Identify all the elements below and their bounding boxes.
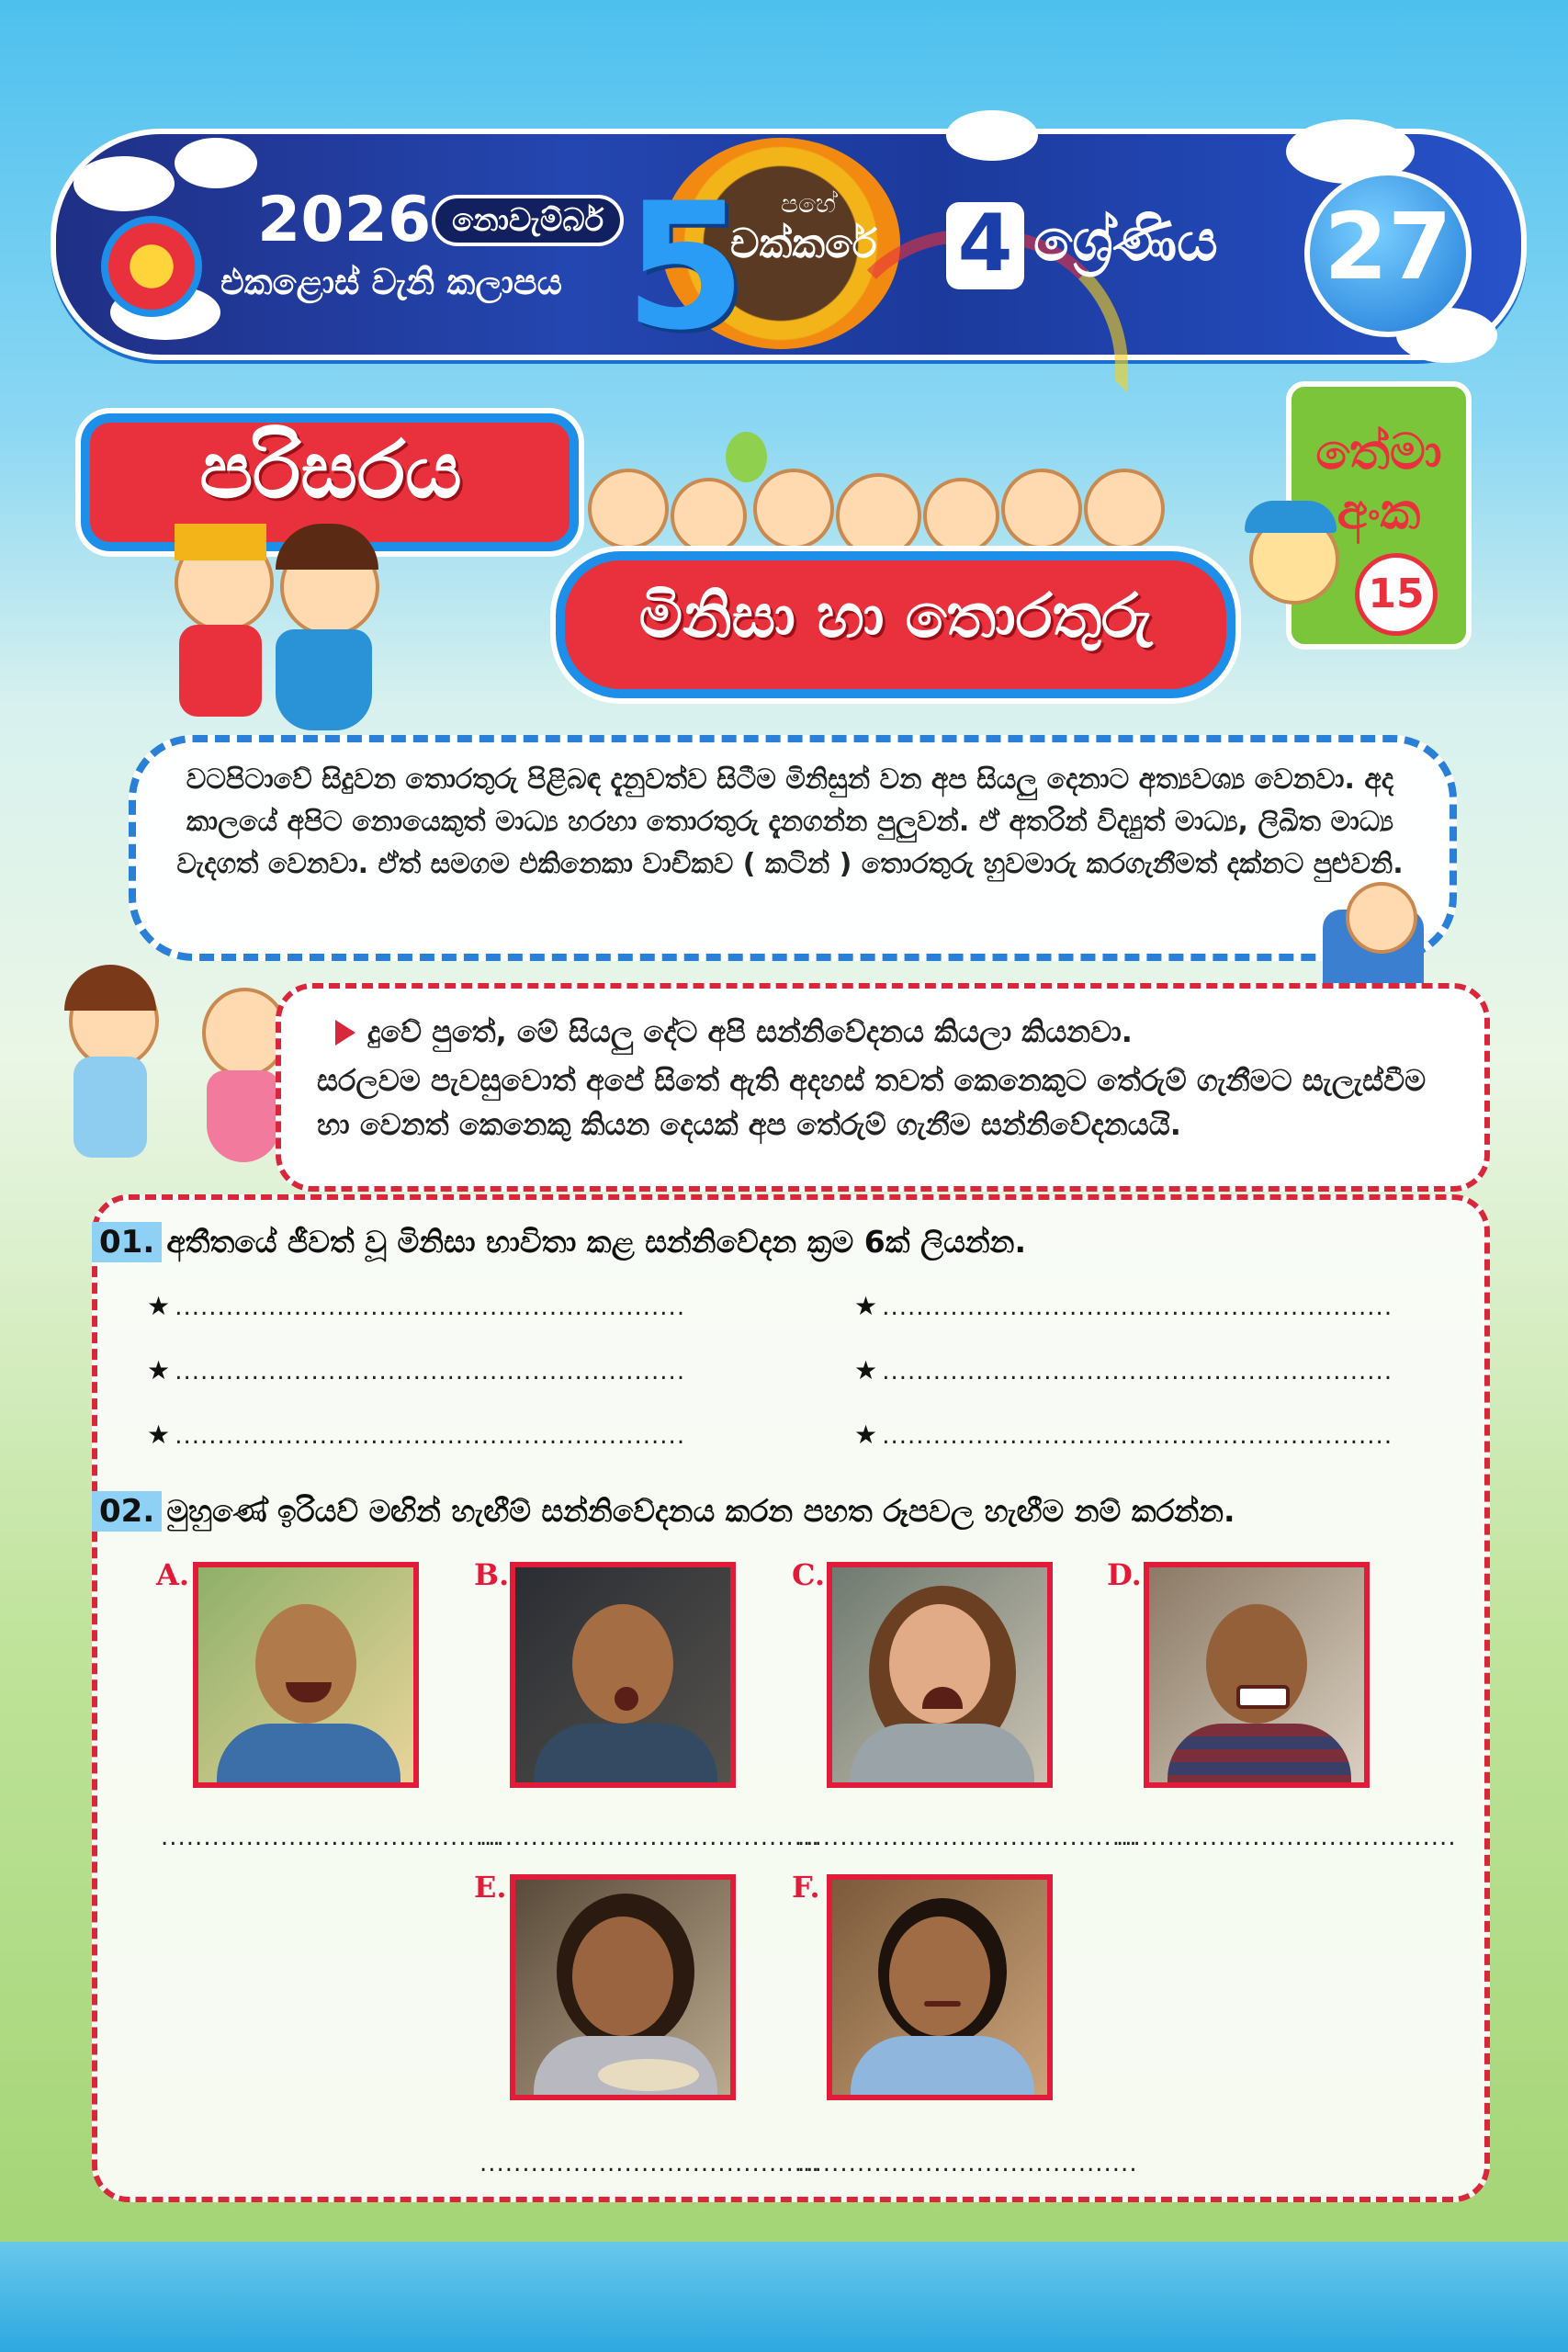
face [889,1917,990,2036]
star-icon: ★ [854,1291,878,1321]
photo-label: E. [474,1870,507,1905]
intro-paragraph: වටපිටාවේ සිදුවන තොරතුරු පිළිබඳ දැනුවත්ව සිටීම මිනිසුන් වන අප සියලු දෙනාට අත්‍යවශ්‍ය වෙනවා. අද කාලයේ අපිට නොයෙකුත් මාධ්‍ය හරහා තොරතුරු දැනගන්න පුලුවන්. ඒ අතරින් විද්‍යුත් මාධ්‍ය, ලිඛිත මාධ්‍ය වැදගත් වෙනවා. ඒත් සමගම එකිනෙකා වාචිකව ( කටින් ) තොරතුරු හුවමාරු කරගැනීමත් දක්නට පුළුවනි. [176,763,1404,880]
answer-blank[interactable]: ............................................................ [175,1294,686,1321]
photo-crying-child [827,1562,1053,1788]
question-number: 01. [92,1222,162,1262]
photo-label: A. [156,1557,189,1592]
shirt [851,2036,1034,2100]
subject-title: පරිසරය [199,424,462,516]
photo-neutral-child [827,1874,1053,2100]
girl-hair [64,965,156,1011]
answer-line[interactable] [854,1419,1393,1450]
question-number: 02. [92,1491,162,1532]
face [572,1917,673,2036]
star-icon: ★ [147,1291,171,1321]
balloon-icon [726,432,767,482]
triangle-bullet-icon [335,1020,355,1046]
boy-hair [175,524,266,560]
photo-disgusted-child [510,1874,736,2100]
callout-heading: දුවේ පුතේ, මේ සියලු දේට අපි සන්නිවේදනය කියලා කියනවා. [367,1014,1133,1049]
child-face [1001,469,1082,549]
shirt [217,1724,400,1788]
photo-label: B. [474,1557,510,1592]
child-face [923,478,999,554]
photo-scared-child [510,1562,736,1788]
photo-label: F. [792,1870,820,1905]
answer-blank[interactable]: ........................................ [479,1824,820,1851]
topic-title: මිනිසා හා තොරතුරු [638,581,1153,651]
rocket-icon [101,216,202,317]
photo-angry-child [1144,1562,1370,1788]
answer-blank[interactable]: ............................................................ [882,1422,1393,1450]
cloud-decoration [946,110,1038,161]
question-text: අතීතයේ ජීවත් වූ මිනිසා භාවිතා කළ සන්නිවේදන ක්‍රම 6ක් ලියන්න. [166,1224,1027,1260]
answer-line[interactable] [147,1291,685,1321]
callout-body: සරලවම පැවසුවොත් අපේ සිතේ ඇති අදහස් තවත් කෙනෙකුට තේරුම් ගැනීමට සැලැස්වීම හා වෙනත් කෙනෙකු කියන දෙයක් අප තේරුම් ගැනීම සන්නිවේදනයයි. [317,1063,1427,1142]
issue-year: 2026 [257,184,432,256]
children-group-illustration [570,441,1213,551]
child-face [588,469,669,549]
mouth [924,2001,961,2007]
mouth [615,1687,638,1711]
girl-dress [73,1057,147,1158]
issue-month: නොවැම්බර් [432,195,624,246]
answer-line[interactable] [147,1355,685,1385]
theme-number-label: අංක [1337,482,1421,540]
answer-line[interactable] [147,1419,685,1450]
answer-blank[interactable]: ............................................................ [882,1358,1393,1385]
boy-shirt [179,625,262,717]
photo-happy-child [193,1562,419,1788]
answer-blank[interactable]: ............................................................ [175,1358,686,1385]
star-icon: ★ [147,1355,171,1385]
striped-shirt [1168,1724,1351,1788]
zone-label: එකළොස් වැනි කලාපය [220,262,562,302]
food-plate [598,2059,699,2091]
theme-label: තේමා [1315,423,1442,481]
girl-dress [207,1070,280,1162]
child-face [1346,882,1417,954]
photo-label: C. [792,1557,826,1592]
footer-wave [0,2242,1568,2352]
girl-dress [276,629,372,730]
answer-blank[interactable]: ........................................ [797,1824,1138,1851]
question-2 [92,1493,1235,1530]
answer-blank[interactable]: ........................................ [161,1824,502,1851]
question-1 [92,1224,1026,1261]
cap-icon [1245,501,1337,533]
answer-blank[interactable]: ............................................................ [175,1422,686,1450]
face [255,1604,356,1724]
logo-text: චක්කරේ [730,220,877,267]
question-text: මුහුණේ ඉරියව් මඟින් හැඟීම් සන්නිවේදනය කරන පහත රූපවල හැඟීම නම් කරන්න. [166,1493,1235,1529]
answer-line[interactable] [854,1355,1393,1385]
shirt [851,1724,1034,1788]
shirt [534,1724,717,1788]
grade-number: 4 [957,198,1013,289]
logo-small-text: පහේ [781,188,837,219]
answer-blank[interactable]: ........................................ [479,2150,820,2177]
answer-blank[interactable]: ........................................ [1116,1824,1457,1851]
teeth [1236,1685,1290,1709]
logo-number: 5 [625,165,747,368]
issue-number: 27 [1324,193,1452,300]
star-icon: ★ [147,1419,171,1450]
grade-label: ශ්‍රේණිය [1033,207,1218,274]
answer-blank[interactable]: ........................................ [797,2150,1138,2177]
cloud-decoration [175,138,257,188]
child-face [753,469,834,549]
answer-line[interactable] [854,1291,1393,1321]
child-face [671,478,747,554]
star-icon: ★ [854,1355,878,1385]
photo-label: D. [1107,1557,1142,1592]
theme-number: 15 [1355,553,1438,636]
child-face [1084,469,1165,549]
cloud-decoration [73,156,175,211]
star-icon: ★ [854,1419,878,1450]
child-face [836,473,921,559]
answer-blank[interactable]: ............................................................ [882,1294,1393,1321]
